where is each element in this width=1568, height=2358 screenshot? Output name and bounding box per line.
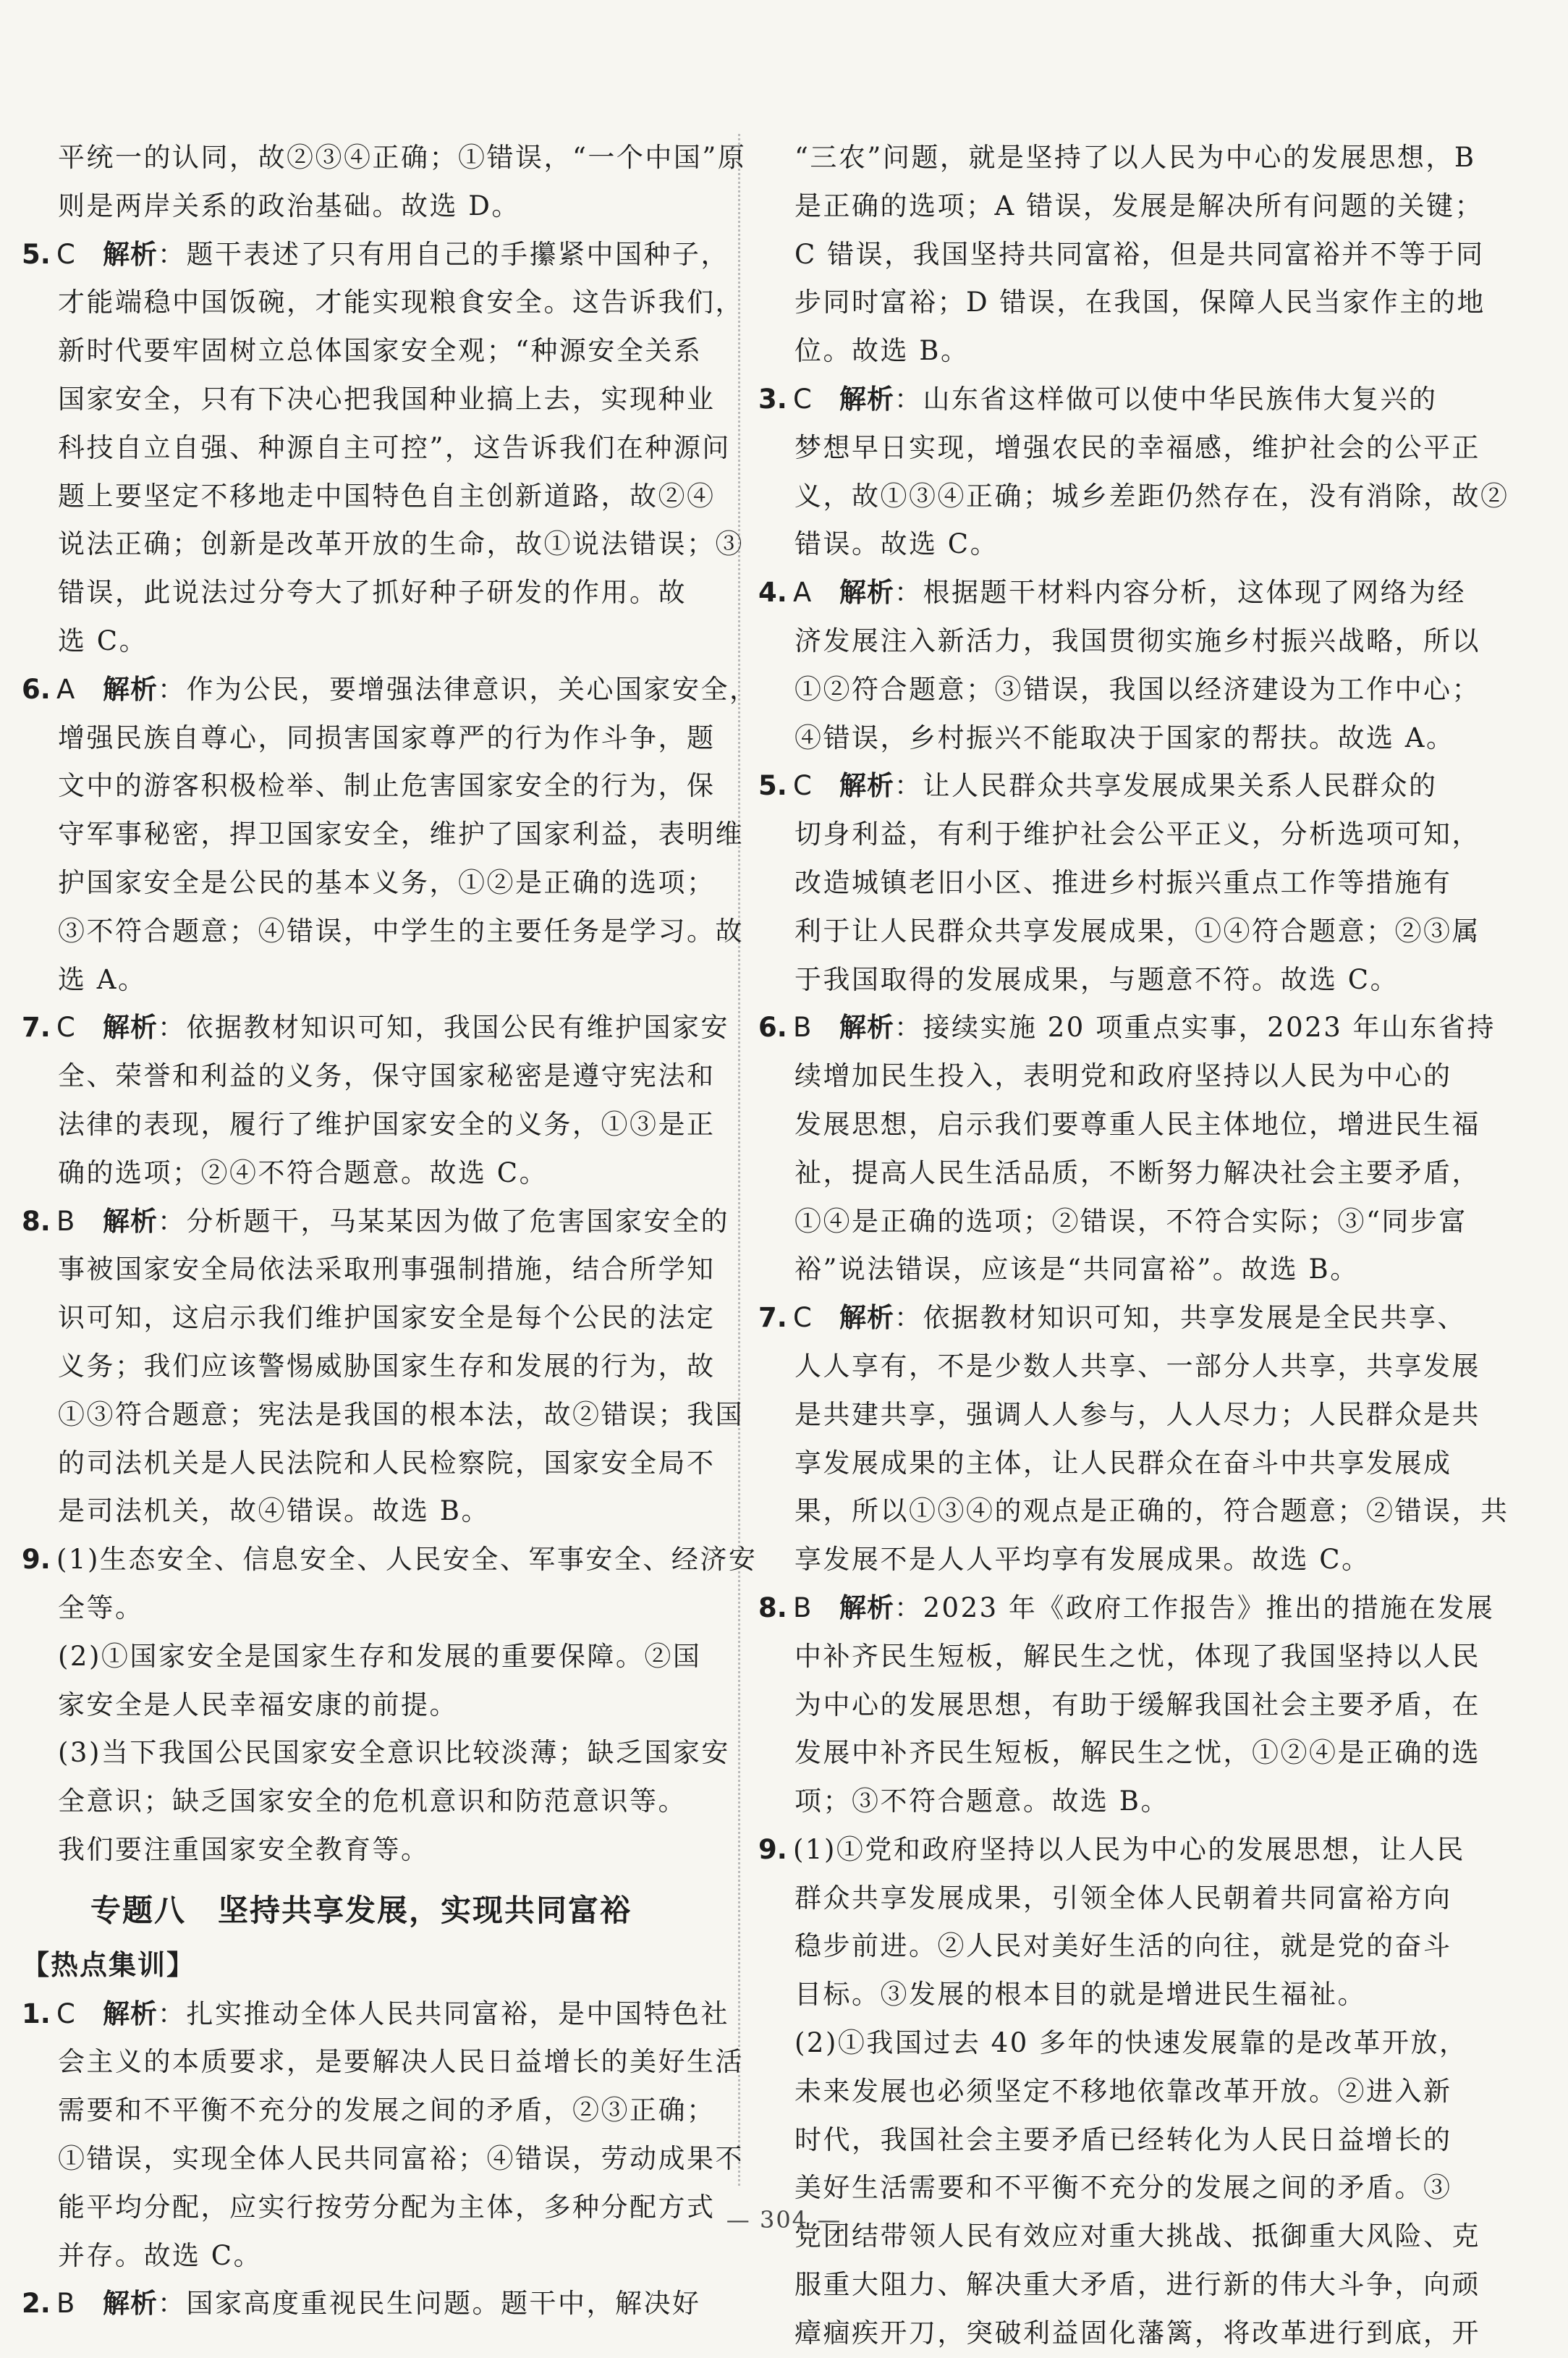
- answer-item-6: [22, 666, 758, 1005]
- answer-item-2: [22, 2280, 734, 2328]
- item-number: 9.: [22, 1544, 51, 1576]
- text-line: 裕”说法错误，应该是“共同富裕”。故选 B。: [794, 1254, 1359, 1285]
- item-number: 6.: [758, 1012, 787, 1044]
- text-line: 享发展成果的主体，让人民群众在奋斗中共享发展成: [794, 1447, 1452, 1479]
- text-line: 济发展注入新活力，我国贯彻实施乡村振兴战略，所以: [794, 625, 1480, 656]
- text-line: 才能端稳中国饭碗，才能实现粮食安全。这告诉我们，: [58, 287, 744, 318]
- answer-item-9: [22, 1536, 758, 1875]
- text-line: 护国家安全是公民的基本义务，①②是正确的选项；: [58, 866, 716, 898]
- text-line: 则是两岸关系的政治基础。故选 D。: [58, 190, 520, 221]
- item-number: 7.: [22, 1012, 51, 1044]
- text-line: 步同时富裕；D 错误，在我国，保障人民当家作主的地: [794, 287, 1486, 318]
- item-number: 1.: [22, 1998, 51, 2029]
- text-line: 是共建共享，强调人人参与，人人尽力；人民群众是共: [794, 1398, 1480, 1430]
- text-line: 错误，此说法过分夸大了抓好种子研发的作用。故: [58, 577, 687, 609]
- analysis-label: 解析: [839, 1012, 894, 1044]
- analysis-label: 解析: [839, 577, 894, 609]
- text-line: 说法正确；创新是改革开放的生命，故①说法错误；③: [58, 528, 744, 560]
- text-line: ：依据教材知识可知，我国公民有维护国家安: [158, 1012, 729, 1044]
- text-line: (2)①国家安全是国家生存和发展的重要保障。②国: [58, 1640, 702, 1672]
- text-line: ：作为公民，要增强法律意识，关心国家安全，: [158, 673, 758, 705]
- text-line: 法律的表现，履行了维护国家安全的义务，①③是正: [58, 1108, 716, 1140]
- text-line: 全、荣誉和利益的义务，保守国家秘密是遵守宪法和: [58, 1060, 716, 1092]
- answer-choice: C: [56, 1998, 75, 2029]
- item-number: 6.: [22, 673, 51, 705]
- item-number: 5.: [758, 770, 787, 802]
- text-line: 国家安全，只有下决心把我国种业搞上去，实现种业: [58, 383, 716, 415]
- answer-choice: A: [56, 673, 75, 705]
- text-line: ①③符合题意；宪法是我国的根本法，故②错误；我国: [58, 1398, 744, 1430]
- answer-item-5: [758, 762, 1480, 1004]
- text-line: C 错误，我国坚持共同富裕，但是共同富裕并不等于同: [794, 238, 1485, 270]
- answer-item-8: [758, 1584, 1495, 1826]
- section-title: 专题八 坚持共享发展，实现共同富裕: [90, 1892, 632, 1928]
- text-line: ：扎实推动全体人民共同富裕，是中国特色社: [158, 1998, 729, 2029]
- text-line: 祉，提高人民生活品质，不断努力解决社会主要矛盾，: [794, 1157, 1480, 1188]
- text-line: 并存。故选 C。: [58, 2239, 263, 2271]
- answer-item-6: [758, 1004, 1496, 1294]
- text-line: 目标。③发展的根本目的就是增进民生福祉。: [794, 1979, 1366, 2011]
- answer-item-9: [758, 1826, 1480, 2358]
- text-line: 党团结带领人民有效应对重大挑战、抵御重大风险、克: [794, 2220, 1480, 2252]
- left-column: [22, 134, 758, 2328]
- text-line: 选 C。: [58, 625, 148, 656]
- text-line: ：根据题干材料内容分析，这体现了网络为经: [894, 577, 1466, 609]
- item-number: 3.: [758, 383, 787, 415]
- text-line: ：2023 年《政府工作报告》推出的措施在发展: [894, 1592, 1495, 1623]
- analysis-label: 解析: [103, 673, 158, 705]
- column-divider: [738, 134, 740, 2186]
- text-line: 义，故①③④正确；城乡差距仍然存在，没有消除，故②: [794, 480, 1509, 512]
- text-line: 于我国取得的发展成果，与题意不符。故选 C。: [794, 963, 1399, 995]
- page-number: — 304 —: [726, 2206, 842, 2234]
- text-line: ：山东省这样做可以使中华民族伟大复兴的: [894, 383, 1438, 415]
- item-number: 2.: [22, 2288, 51, 2320]
- text-line: 改造城镇老旧小区、推进乡村振兴重点工作等措施有: [794, 866, 1452, 898]
- analysis-label: 解析: [103, 1998, 158, 2029]
- text-line: ：让人民群众共享发展成果关系人民群众的: [894, 770, 1438, 802]
- text-line: 梦想早日实现，增强农民的幸福感，维护社会的公平正: [794, 431, 1480, 463]
- text-line: 全等。: [58, 1592, 144, 1623]
- right-column: [758, 134, 1509, 2358]
- text-line: 确的选项；②④不符合题意。故选 C。: [58, 1157, 548, 1188]
- answer-item-1: [22, 1990, 744, 2281]
- text-line: 美好生活需要和不平衡不充分的发展之间的矛盾。③: [794, 2172, 1452, 2204]
- item-number: 5.: [22, 238, 51, 270]
- text-line: 利于让人民群众共享发展成果，①④符合题意；②③属: [794, 915, 1480, 947]
- text-line: 续增加民生投入，表明党和政府坚持以人民为中心的: [794, 1060, 1452, 1092]
- text-line: ：分析题干，马某某因为做了危害国家安全的: [158, 1205, 729, 1237]
- analysis-label: 解析: [839, 383, 894, 415]
- answer-choice: C: [793, 770, 812, 802]
- text-line: 位。故选 B。: [794, 335, 970, 367]
- answer-choice: B: [56, 1205, 75, 1237]
- text-line: 服重大阻力、解决重大矛盾，进行新的伟大斗争，向顽: [794, 2269, 1480, 2301]
- text-line: (2)①我国过去 40 多年的快速发展靠的是改革开放，: [794, 2027, 1468, 2059]
- answer-choice: C: [56, 238, 75, 270]
- text-line: 我们要注重国家安全教育等。: [58, 1833, 430, 1865]
- item-number: 4.: [758, 577, 787, 609]
- text-line: (3)当下我国公民国家安全意识比较淡薄；缺乏国家安: [58, 1737, 730, 1769]
- answer-item-7: [758, 1294, 1509, 1584]
- analysis-label: 解析: [103, 2288, 158, 2320]
- text-line: 的司法机关是人民法院和人民检察院，国家安全局不: [58, 1447, 716, 1479]
- text-line: 文中的游客积极检举、制止危害国家安全的行为，保: [58, 770, 716, 802]
- text-line: 未来发展也必须坚定不移地依靠改革开放。②进入新: [794, 2075, 1452, 2107]
- analysis-label: 解析: [839, 1302, 894, 1334]
- answer-choice: C: [56, 1012, 75, 1044]
- text-line: 新时代要牢固树立总体国家安全观；“种源安全关系: [58, 335, 703, 367]
- text-line: 群众共享发展成果，引领全体人民朝着共同富裕方向: [794, 1882, 1452, 1914]
- text-line: ③不符合题意；④错误，中学生的主要任务是学习。故: [58, 915, 744, 947]
- analysis-label: 解析: [103, 1205, 158, 1237]
- text-line: 发展中补齐民生短板，解民生之忧，①②④是正确的选: [794, 1737, 1480, 1769]
- text-line: 会主义的本质要求，是要解决人民日益增长的美好生活: [58, 2046, 744, 2078]
- text-line: 享发展不是人人平均享有发展成果。故选 C。: [794, 1544, 1370, 1576]
- text-line: ①④是正确的选项；②错误，不符合实际；③“同步富: [794, 1205, 1467, 1237]
- text-line: “三农”问题，就是坚持了以人民为中心的发展思想，B: [794, 142, 1476, 173]
- text-line: 全意识；缺乏国家安全的危机意识和防范意识等。: [58, 1786, 687, 1817]
- text-line: ①错误，实现全体人民共同富裕；④错误，劳动成果不: [58, 2143, 744, 2175]
- answer-choice: C: [793, 383, 812, 415]
- text-line: 家安全是人民幸福安康的前提。: [58, 1689, 458, 1720]
- text-line: 能平均分配，应实行按劳分配为主体，多种分配方式: [58, 2191, 716, 2223]
- text-line: 中补齐民生短板，解民生之忧，体现了我国坚持以人民: [794, 1640, 1480, 1672]
- text-line: 需要和不平衡不充分的发展之间的矛盾，②③正确；: [58, 2095, 716, 2126]
- text-line: 果，所以①③④的观点是正确的，符合题意；②错误，共: [794, 1495, 1509, 1527]
- text-line: 瘴痼疾开刀，突破利益固化藩篱，将改革进行到底，开: [794, 2317, 1480, 2349]
- answer-choice: B: [793, 1012, 812, 1044]
- text-line: ④错误，乡村振兴不能取决于国家的帮扶。故选 A。: [794, 722, 1455, 753]
- item-number: 9.: [758, 1833, 787, 1865]
- text-line: ：接续实施 20 项重点实事，2023 年山东省持: [894, 1012, 1496, 1044]
- text-line: 是正确的选项；A 错误，发展是解决所有问题的关键；: [794, 190, 1483, 221]
- answer-item-8: [22, 1198, 744, 1537]
- answer-item-7: [22, 1004, 734, 1197]
- text-line: 义务；我们应该警惕威胁国家生存和发展的行为，故: [58, 1350, 716, 1382]
- text-line: 科技自立自强、种源自主可控”，这告诉我们在种源问: [58, 431, 731, 463]
- text-line: ：依据教材知识可知，共享发展是全民共享、: [894, 1302, 1466, 1334]
- text-line: 事被国家安全局依法采取刑事强制措施，结合所学知: [58, 1254, 716, 1285]
- text-line: (1)生态安全、信息安全、人民安全、军事安全、经济安: [56, 1544, 758, 1576]
- answer-choice: B: [793, 1592, 812, 1623]
- text-line: 选 A。: [58, 963, 147, 995]
- text-line: 为中心的发展思想，有助于缓解我国社会主要矛盾，在: [794, 1689, 1480, 1720]
- text-line: 是司法机关，故④错误。故选 B。: [58, 1495, 490, 1527]
- text-line: 项；③不符合题意。故选 B。: [794, 1786, 1169, 1817]
- section-tag: 【热点集训】: [22, 1948, 196, 1981]
- text-line: 人人享有，不是少数人共享、一部分人共享，共享发展: [794, 1350, 1480, 1382]
- text-line: 时代，我国社会主要矛盾已经转化为人民日益增长的: [794, 2124, 1452, 2155]
- text-line: 错误。故选 C。: [794, 528, 999, 560]
- text-line: 识可知，这启示我们维护国家安全是每个公民的法定: [58, 1302, 716, 1334]
- text-line: 题上要坚定不移地走中国特色自主创新道路，故②④: [58, 480, 716, 512]
- text-line: 守军事秘密，捍卫国家安全，维护了国家利益，表明维: [58, 819, 744, 850]
- answer-item-3: [758, 376, 1509, 569]
- answer-choice: A: [793, 577, 812, 609]
- answer-item-5: [22, 231, 744, 666]
- text-line: 增强民族自尊心，同损害国家尊严的行为作斗争，题: [58, 722, 716, 753]
- item-number: 8.: [758, 1592, 787, 1623]
- item-number: 7.: [758, 1302, 787, 1334]
- text-line: ①②符合题意；③错误，我国以经济建设为工作中心；: [794, 673, 1480, 705]
- answer-item-4: [758, 569, 1480, 762]
- item-number: 8.: [22, 1205, 51, 1237]
- text-line: 切身利益，有利于维护社会公平正义，分析选项可知，: [794, 819, 1480, 850]
- text-line: 平统一的认同，故②③④正确；①错误，“一个中国”原: [58, 142, 747, 173]
- text-line: (1)①党和政府坚持以人民为中心的发展思想，让人民: [793, 1833, 1465, 1865]
- analysis-label: 解析: [103, 1012, 158, 1044]
- text-line: 稳步前进。②人民对美好生活的向往，就是党的奋斗: [794, 1930, 1452, 1962]
- text-line: 发展思想，启示我们要尊重人民主体地位，增进民生福: [794, 1108, 1480, 1140]
- answer-choice: B: [56, 2288, 75, 2320]
- analysis-label: 解析: [103, 238, 158, 270]
- analysis-label: 解析: [839, 770, 894, 802]
- answer-choice: C: [793, 1302, 812, 1334]
- text-line: ：国家高度重视民生问题。题干中，解决好: [158, 2288, 701, 2320]
- text-line: ：题干表述了只有用自己的手攥紧中国种子，: [158, 238, 729, 270]
- analysis-label: 解析: [839, 1592, 894, 1623]
